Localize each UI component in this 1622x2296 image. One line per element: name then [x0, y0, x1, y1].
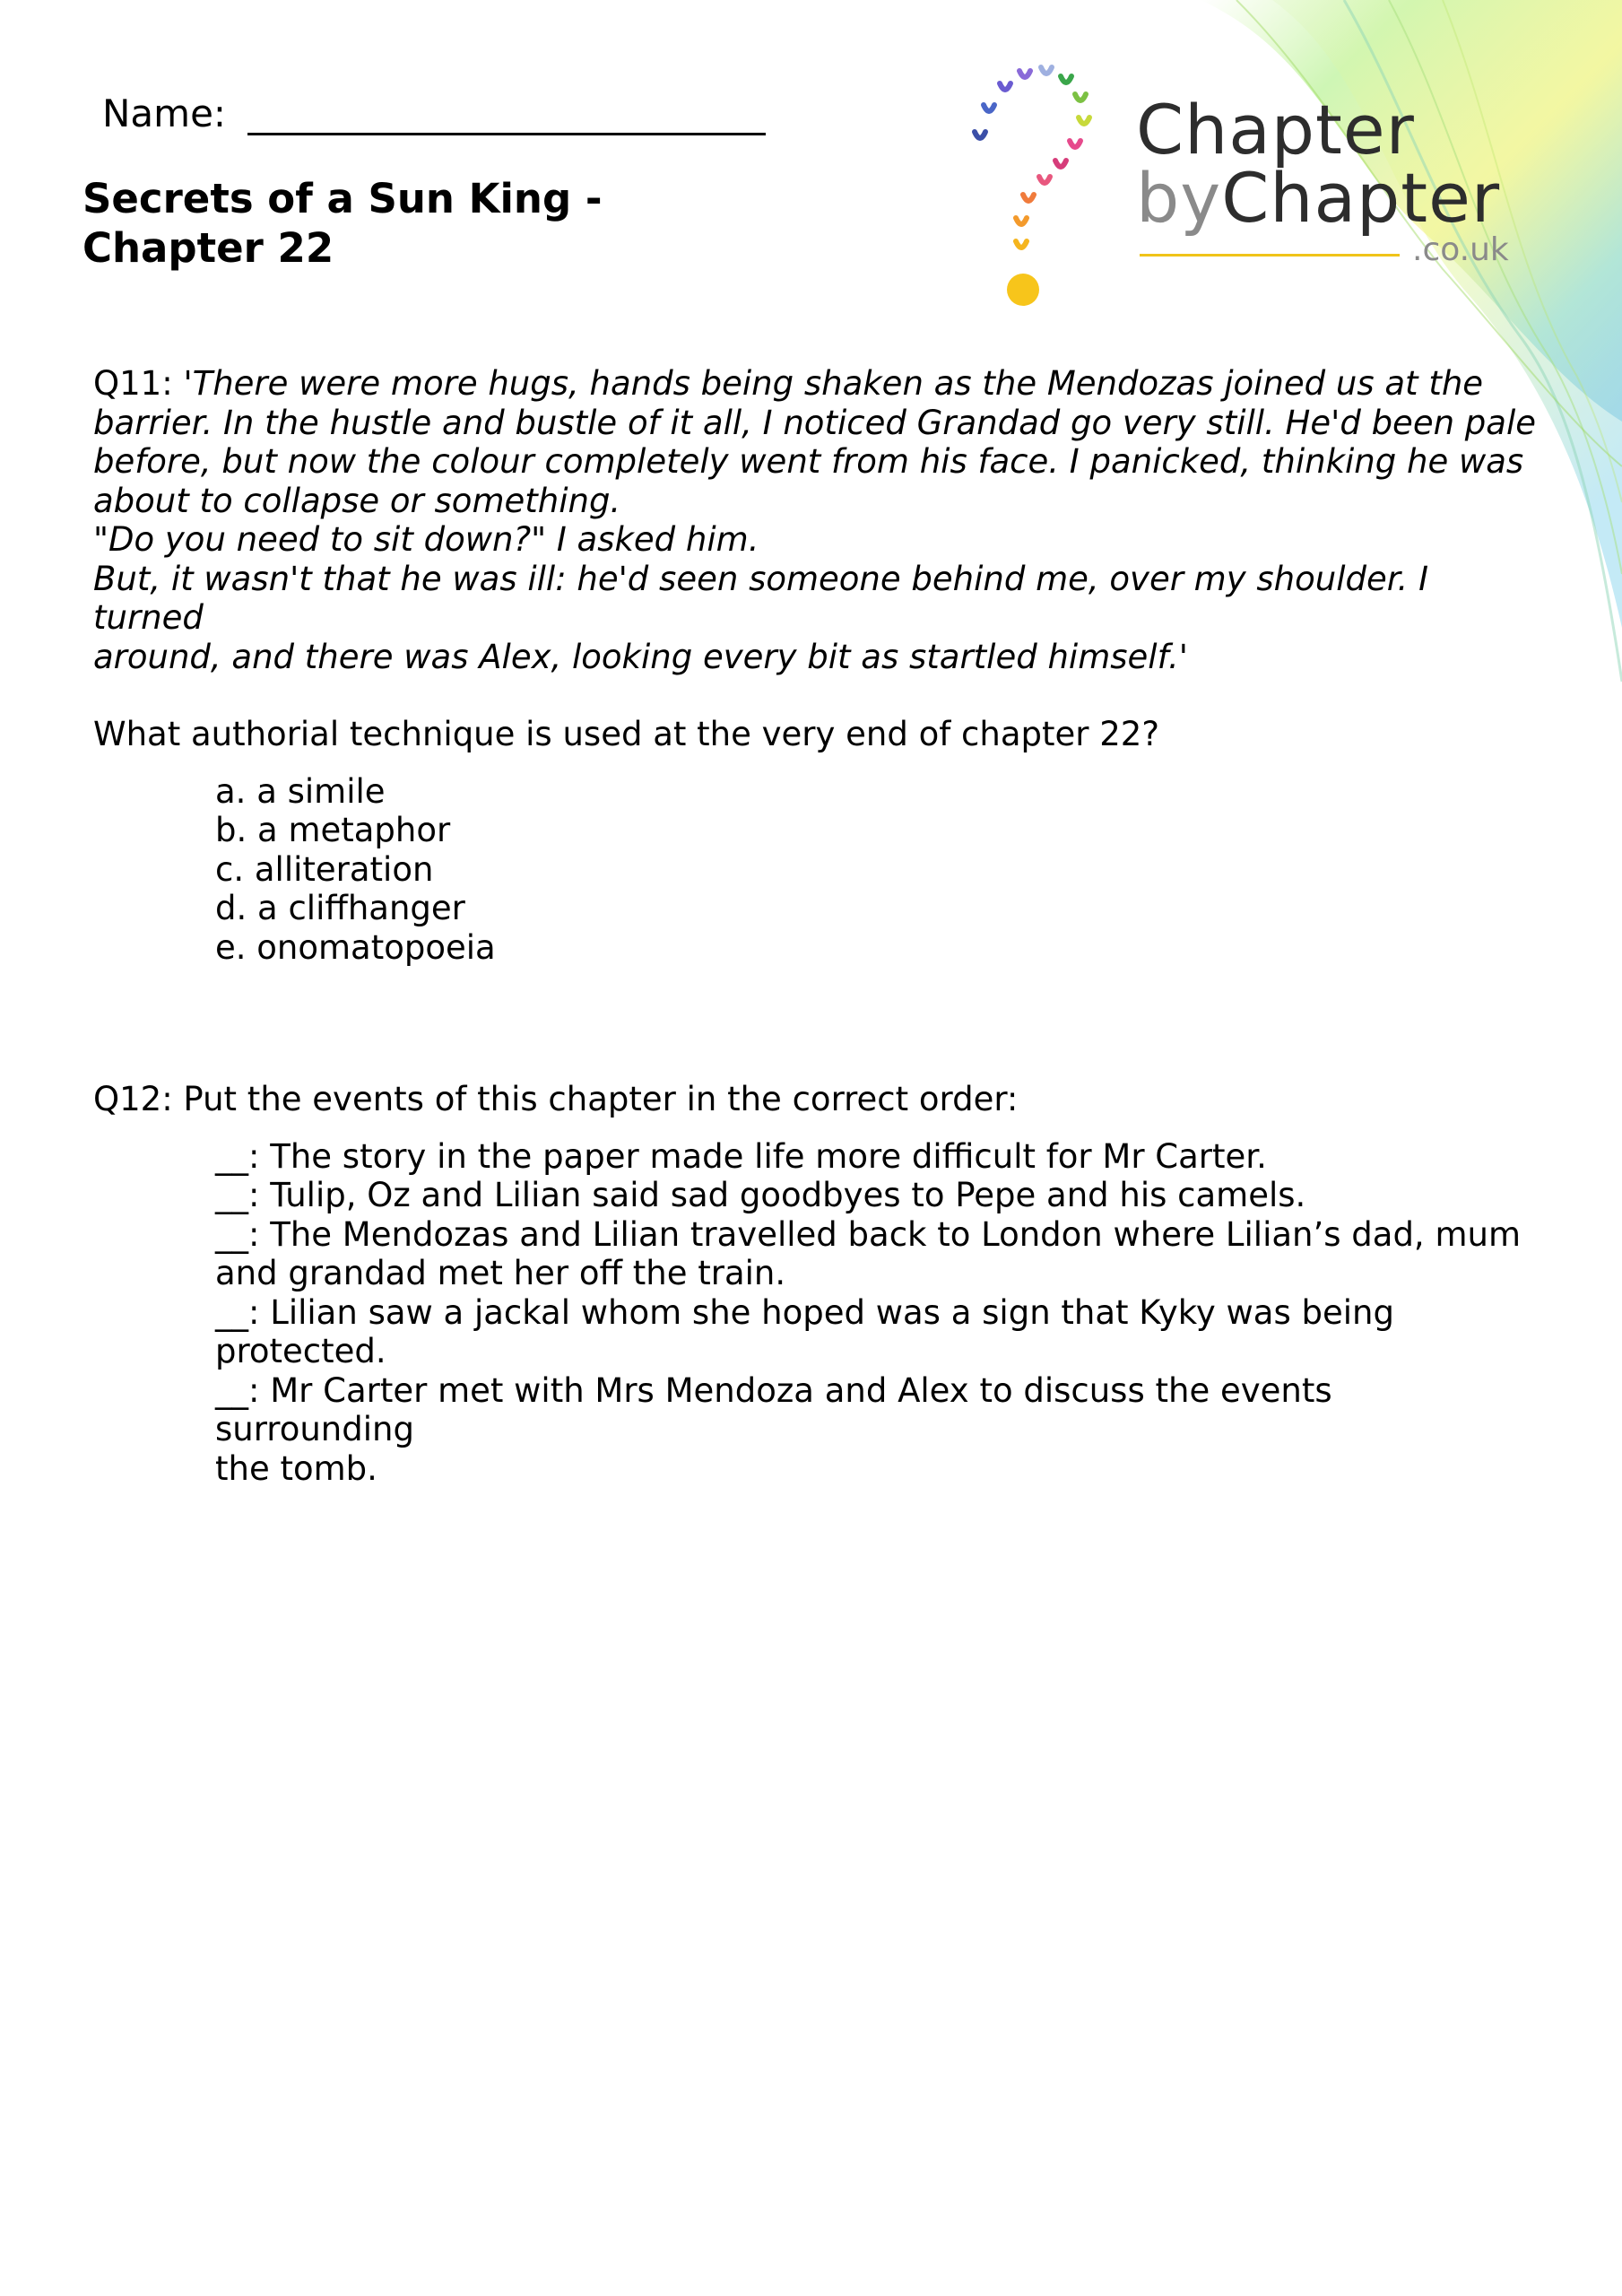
passage-line: before, but now the colour completely went from his face. I panicked, thinking he was	[93, 442, 1524, 481]
logo-word-chapter: Chapter	[1136, 90, 1415, 170]
option-a[interactable]: a. a simile	[215, 771, 386, 811]
q12-prompt: Q12: Put the events of this chapter in the correct order:	[93, 1080, 1019, 1118]
event-line-continued: the tomb.	[215, 1448, 377, 1488]
option-e[interactable]: e. onomatopoeia	[215, 927, 496, 967]
event-line-continued: protected.	[215, 1332, 386, 1370]
option-d[interactable]: d. a cliffhanger	[215, 889, 465, 927]
passage-text: 'There were more hugs, hands being shaken as the Mendozas joined us at the	[183, 364, 1484, 403]
logo-word-by: by	[1136, 158, 1222, 238]
option-b[interactable]: b. a metaphor	[215, 811, 451, 849]
q12-events	[93, 1137, 1537, 1489]
name-label: Name:	[102, 91, 227, 135]
passage-line: barrier. In the hustle and bustle of it all, I noticed Grandad go very still. He'd been pale	[93, 403, 1536, 442]
logo-domain: .co.uk	[1412, 231, 1509, 268]
worksheet-content	[93, 364, 1537, 1488]
chapter-by-chapter-logo	[964, 49, 1538, 309]
q11-options	[93, 772, 1537, 968]
logo-underline	[1140, 254, 1400, 257]
passage-line: But, it wasn't that he was ill: he'd seen someone behind me, over my shoulder. I turned	[93, 559, 1428, 637]
passage-line: around, and there was Alex, looking every bit as startled himself.'	[93, 637, 1188, 676]
passage-line: about to collapse or something.	[93, 481, 621, 520]
title-line-2: Chapter 22	[82, 224, 334, 272]
logo-word-chapter-2: Chapter	[1221, 158, 1501, 238]
q11-label: Q11:	[93, 364, 173, 403]
event-line[interactable]: __: The story in the paper made life more difficult for Mr Carter.	[215, 1136, 1267, 1176]
q11-question: What authorial technique is used at the very end of chapter 22?	[93, 715, 1159, 753]
event-line[interactable]: __: Lilian saw a jackal whom she hoped was a sign that Kyky was being	[215, 1292, 1394, 1332]
event-line[interactable]: __: Tulip, Oz and Lilian said sad goodbyes to Pepe and his camels.	[215, 1176, 1306, 1214]
q11-passage	[93, 364, 1537, 676]
event-line[interactable]: __: Mr Carter met with Mrs Mendoza and Alex to discuss the events surrounding	[215, 1370, 1332, 1448]
event-line[interactable]: __: The Mendozas and Lilian travelled back to London where Lilian’s dad, mum	[215, 1214, 1521, 1254]
name-blank-line[interactable]	[247, 91, 766, 135]
book-question-mark-icon	[964, 49, 1107, 309]
passage-line	[93, 364, 1537, 404]
passage-line: "Do you need to sit down?" I asked him.	[93, 520, 759, 559]
title-line-1: Secrets of a Sun King -	[82, 175, 603, 222]
event-line-continued: and grandad met her off the train.	[215, 1254, 786, 1292]
name-field	[102, 91, 766, 135]
option-c[interactable]: c. alliteration	[215, 849, 434, 889]
worksheet-title	[82, 174, 710, 273]
logo-word-bychapter	[1136, 158, 1501, 238]
